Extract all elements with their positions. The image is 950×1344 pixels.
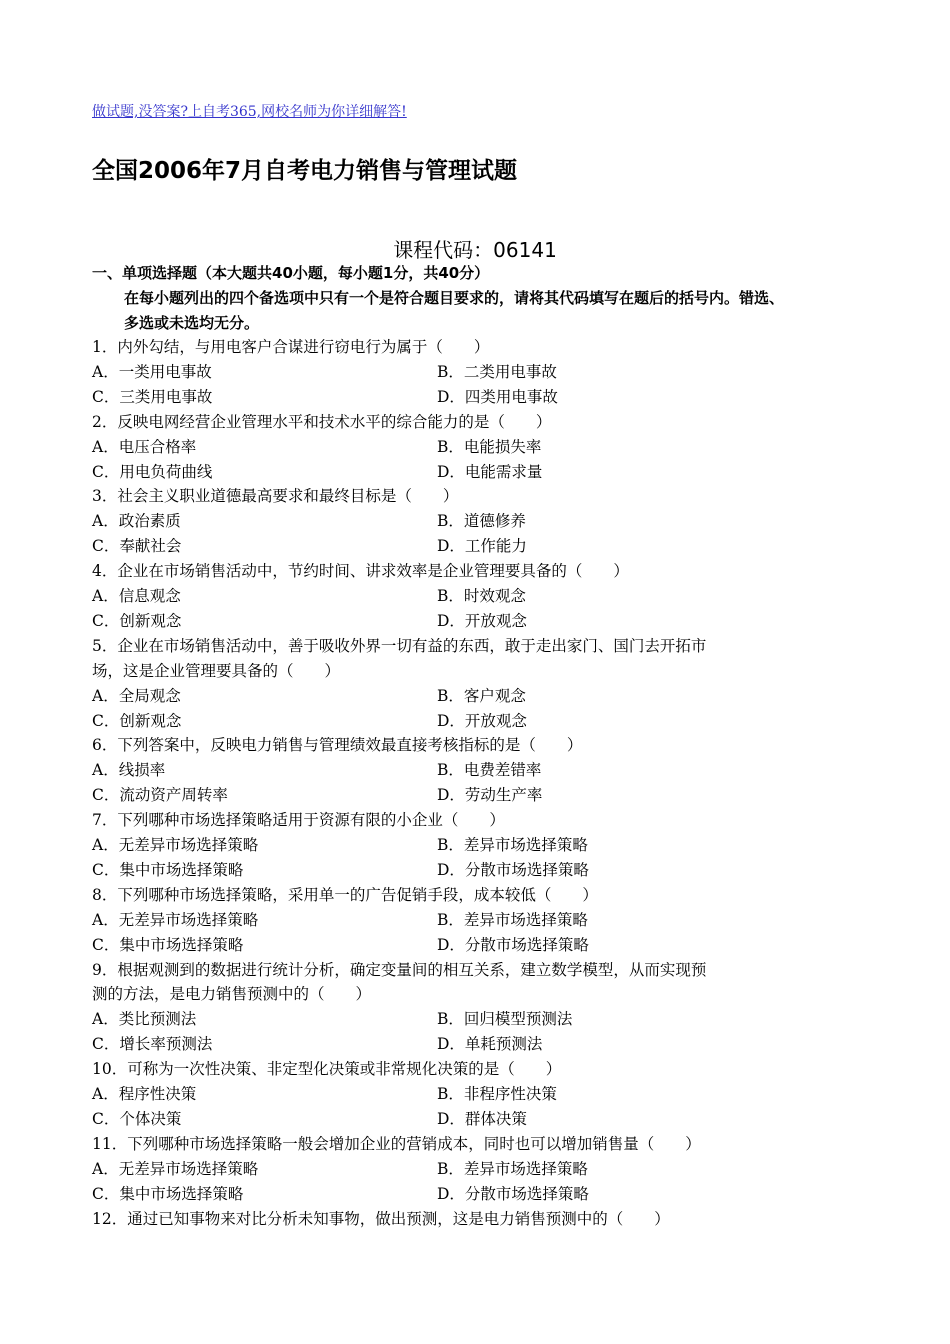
option-b: B．电费差错率 [437, 761, 542, 780]
question-stem: 8．下列哪种市场选择策略，采用单一的广告促销手段，成本较低（ ） [92, 885, 598, 904]
option-a: A．无差异市场选择策略 [92, 910, 259, 929]
option-d: D．开放观念 [437, 611, 527, 630]
option-c: C．集中市场选择策略 [92, 935, 244, 954]
question-stem: 12．通过已知事物来对比分析未知事物，做出预测，这是电力销售预测中的（ ） [92, 1209, 670, 1228]
option-c: C．集中市场选择策略 [92, 860, 244, 879]
section-heading: 一、单项选择题（本大题共40小题，每小题1分，共40分） [92, 264, 490, 282]
option-c: C．集中市场选择策略 [92, 1184, 244, 1203]
option-a: A．无差异市场选择策略 [92, 1159, 259, 1178]
option-c: C．创新观念 [92, 711, 182, 730]
option-d: D．单耗预测法 [437, 1035, 543, 1054]
option-c: C．创新观念 [92, 611, 182, 630]
option-b: B．回归模型预测法 [437, 1010, 573, 1029]
question-stem: 7．下列哪种市场选择策略适用于资源有限的小企业（ ） [92, 811, 505, 830]
option-d: D．电能需求量 [437, 462, 543, 481]
option-b: B．差异市场选择策略 [437, 910, 588, 929]
option-b: B．时效观念 [437, 587, 526, 605]
option-c: C．个体决策 [92, 1109, 182, 1128]
option-b: B．非程序性决策 [437, 1085, 557, 1103]
question-stem: 10．可称为一次性决策、非定型化决策或非常规化决策的是（ ） [92, 1060, 562, 1079]
option-c: C．奉献社会 [92, 537, 182, 556]
option-b: B．二类用电事故 [437, 362, 557, 381]
option-d: D．开放观念 [437, 711, 527, 730]
question-stem: 3．社会主义职业道德最高要求和最终目标是（ ） [92, 487, 459, 506]
option-c: C．三类用电事故 [92, 387, 213, 406]
instruction-line-2: 多选或未选均无分。 [124, 314, 260, 332]
question-stem: 6．下列答案中，反映电力销售与管理绩效最直接考核指标的是（ ） [92, 736, 583, 755]
option-a: A．一类用电事故 [92, 362, 212, 381]
option-a: A．信息观念 [92, 587, 181, 605]
instruction-line-1: 在每小题列出的四个备选项中只有一个是符合题目要求的，请将其代码填写在题后的括号内。错选、 [124, 289, 785, 307]
option-d: D．四类用电事故 [437, 387, 558, 406]
option-d: D．劳动生产率 [437, 786, 543, 805]
option-a: A．全局观念 [92, 686, 181, 705]
option-d: D．分散市场选择策略 [437, 860, 589, 879]
option-a: A．程序性决策 [92, 1085, 197, 1103]
question-stem: 5．企业在市场销售活动中，善于吸收外界一切有益的东西，敢于走出家门、国门去开拓市 [92, 636, 707, 655]
question-stem: 场，这是企业管理要具备的（ ） [92, 661, 341, 680]
option-b: B．道德修养 [437, 512, 526, 531]
option-b: B．差异市场选择策略 [437, 1159, 588, 1178]
option-a: A．政治素质 [92, 512, 181, 531]
option-b: B．电能损失率 [437, 437, 542, 456]
option-d: D．分散市场选择策略 [437, 1184, 589, 1203]
option-a: A．无差异市场选择策略 [92, 836, 259, 854]
question-stem: 2．反映电网经营企业管理水平和技术水平的综合能力的是（ ） [92, 412, 552, 431]
question-stem: 测的方法，是电力销售预测中的（ ） [92, 985, 372, 1004]
option-a: A．线损率 [92, 761, 166, 780]
question-stem: 11．下列哪种市场选择策略一般会增加企业的营销成本，同时也可以增加销售量（ ） [92, 1134, 701, 1153]
option-b: B．客户观念 [437, 686, 526, 705]
question-stem: 9．根据观测到的数据进行统计分析，确定变量间的相互关系，建立数学模型，从而实现预 [92, 960, 707, 979]
option-d: D．分散市场选择策略 [437, 935, 589, 954]
option-a: A．类比预测法 [92, 1010, 197, 1029]
option-c: C．增长率预测法 [92, 1035, 213, 1054]
option-c: C．用电负荷曲线 [92, 462, 213, 481]
question-stem: 1．内外勾结，与用电客户合谋进行窃电行为属于（ ） [92, 338, 490, 356]
page-title: 全国2006年7月自考电力销售与管理试题 [92, 158, 518, 184]
question-stem: 4．企业在市场销售活动中，节约时间、讲求效率是企业管理要具备的（ ） [92, 562, 629, 581]
promo-link[interactable]: 做试题,没答案?上自考365,网校名师为你详细解答! [92, 104, 407, 120]
option-b: B．差异市场选择策略 [437, 836, 588, 854]
option-c: C．流动资产周转率 [92, 786, 228, 805]
option-d: D．工作能力 [437, 537, 527, 556]
course-code: 课程代码：06141 [393, 238, 557, 262]
option-a: A．电压合格率 [92, 437, 197, 456]
option-d: D．群体决策 [437, 1109, 527, 1128]
